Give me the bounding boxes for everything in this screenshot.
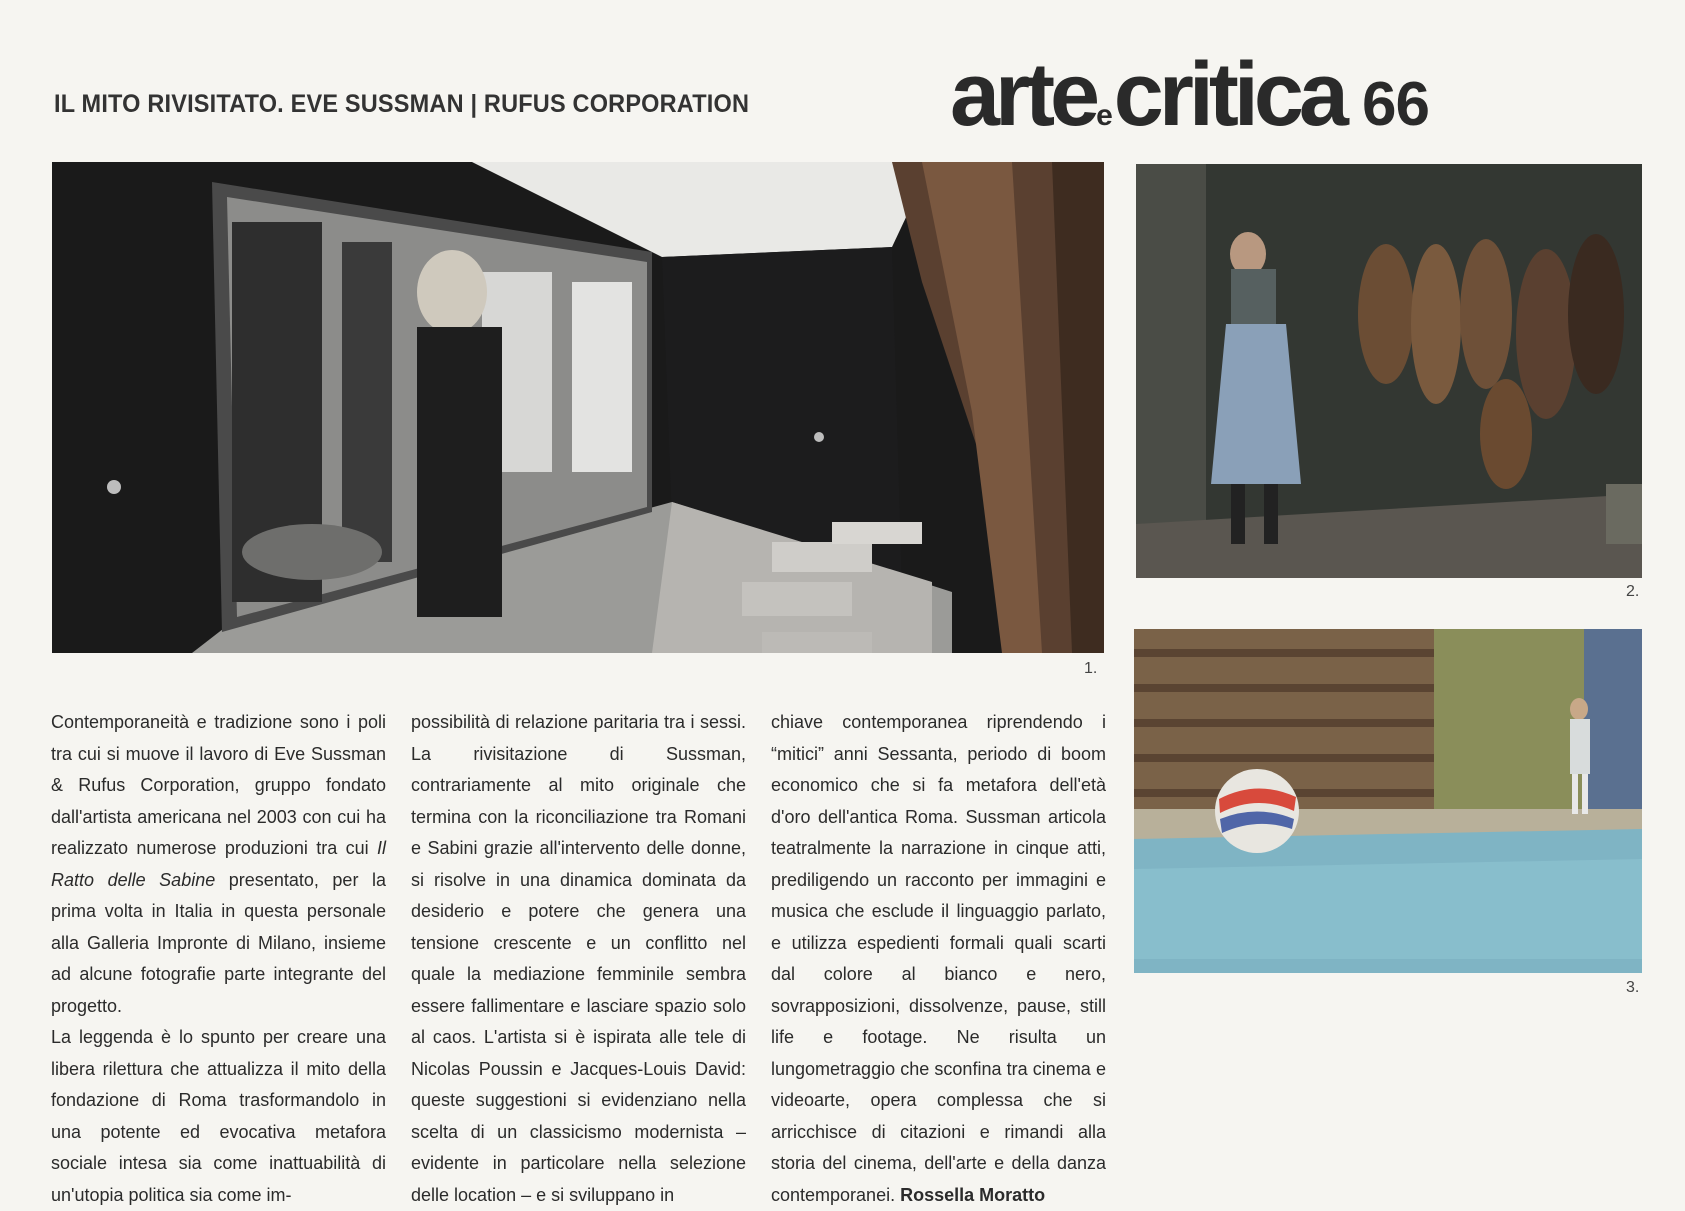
figure-caption-1: 1. — [1084, 660, 1098, 677]
article-author: Rossella Moratto — [900, 1184, 1046, 1205]
masthead-word-critica: critica — [1113, 45, 1344, 145]
photo-pool-beach-ball — [1134, 629, 1642, 973]
article-column-2 — [411, 707, 746, 1211]
artwork-title: Il Ratto delle Sabine — [51, 838, 386, 890]
article-text: presentato, per la prima volta in Italia in questa personale alla Galleria Impronte di Milano, insieme ad alcune fotografie parte integrante del progetto. — [51, 869, 387, 1016]
masthead-word-arte: arte — [950, 45, 1096, 145]
photo-installation — [52, 162, 1104, 653]
article-text: chiave contemporanea riprendendo i “mitici” anni Sessanta, periodo di boom economico che si fa metafora dell'età d'oro dell'antica Roma. Sussman articola teatralmente la narrazione in cinque atti, prediligendo un racconto per immagini e musica che esclude il linguaggio parlato, e utilizza espedienti formali quali scarti dal colore al bianco e nero, sovrapposizioni, dissolvenze, pause, still life e footage. Ne risulta un lungometraggio che sconfina tra cinema e videoarte, opera complessa che si arricchisce di citazioni e rimandi alla storia del cinema, dell'arte e della danza contemporanei. — [771, 712, 1106, 1205]
article-paragraph-4 — [771, 707, 1106, 1211]
magazine-masthead — [950, 45, 1429, 145]
article-paragraph-1 — [51, 707, 386, 1022]
article-column-1 — [51, 707, 386, 1211]
figure-caption-2: 2. — [1626, 583, 1640, 600]
article-text: Contemporaneità e tradizione sono i poli tra cui si muove il lavoro di Eve Sussman & Rufus Corporation, gruppo fondato dall'artista americana nel 2003 con cui ha realizzato numerose produzioni tra cui — [51, 712, 386, 858]
figure-caption-3: 3. — [1626, 979, 1640, 996]
photo-woman-hanging-game — [1136, 164, 1642, 578]
masthead-issue-number: 66 — [1361, 70, 1429, 139]
article-headline: IL MITO RIVISITATO. EVE SUSSMAN | RUFUS CORPORATION — [54, 90, 750, 118]
article-paragraph-3: possibilità di relazione paritaria tra i sessi. La rivisitazione di Sussman, contrariamente al mito originale che termina con la riconciliazione tra Romani e Sabini grazie all'intervento delle donne, si risolve in una dinamica dominata da desiderio e potere che genera una tensione crescente e un conflitto nel quale la mediazione femminile sembra essere fallimentare e lasciare spazio solo al caos. L'artista si è ispirata alle tele di Nicolas Poussin e Jacques-Louis David: queste suggestioni si evidenziano nella scelta di un classicismo modernista – evidente in particolare nella selezione delle location – e si sviluppano in — [411, 712, 746, 1205]
article-column-3 — [771, 707, 1106, 1211]
article-paragraph-2: La leggenda è lo spunto per creare una libera rilettura che attualizza il mito della fondazione di Roma trasformandolo in una potente ed evocativa metafora sociale intesa sia come inattuabilità di un'utopia politica sia come im- — [51, 1027, 386, 1205]
masthead-e: e — [1096, 99, 1113, 132]
